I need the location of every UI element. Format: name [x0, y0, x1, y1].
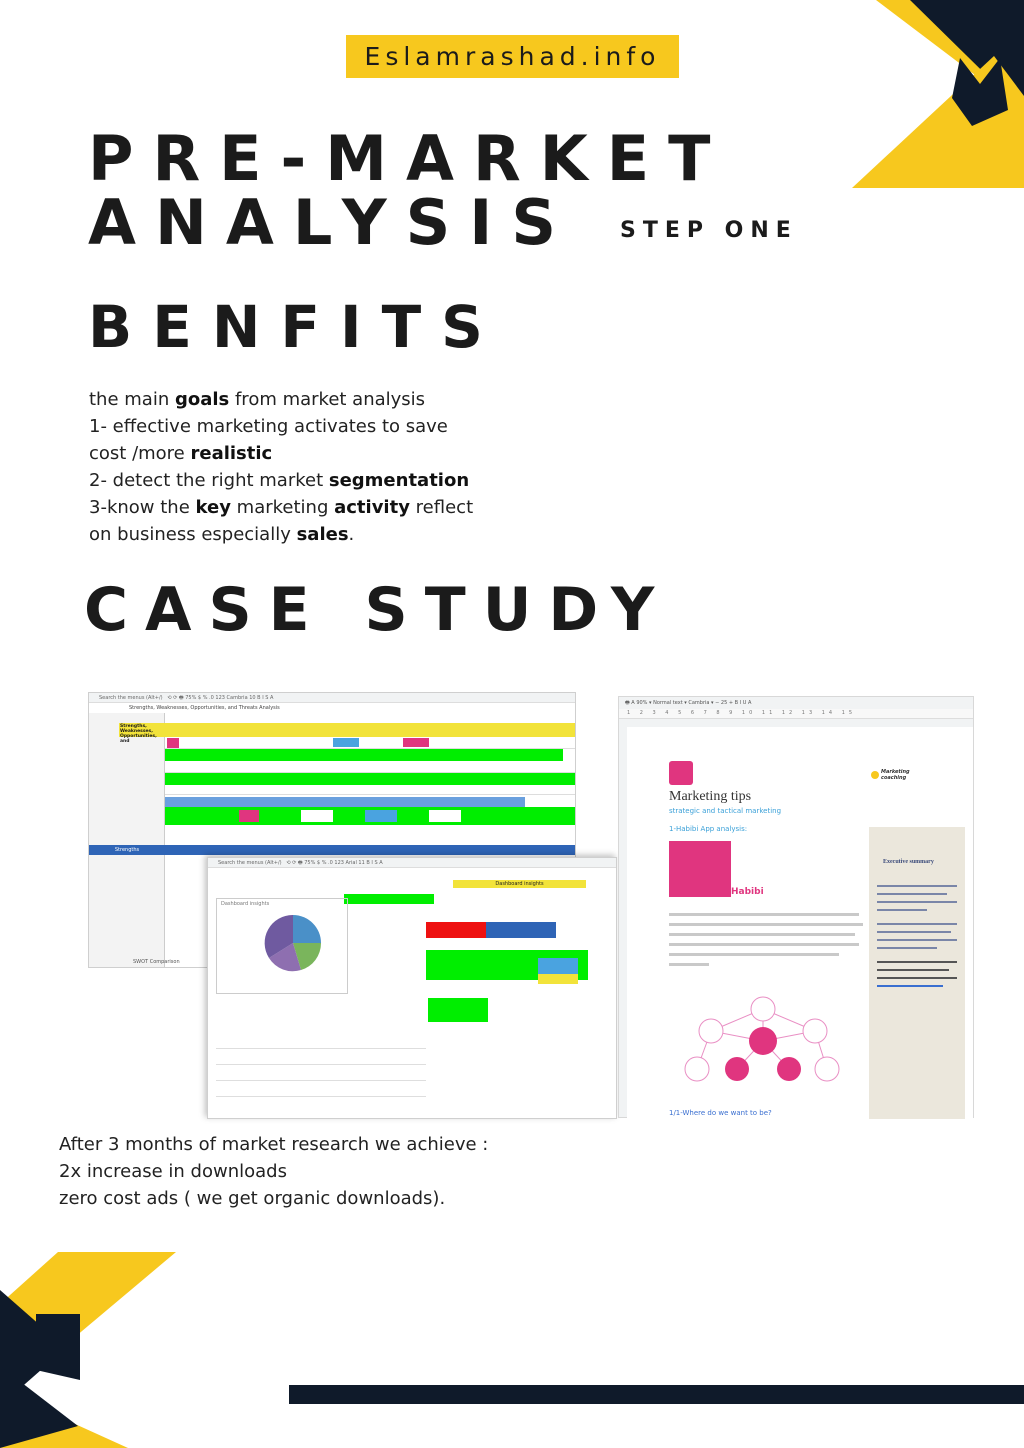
site-badge [346, 35, 679, 78]
sheet-red-cell [426, 922, 486, 938]
doc-footer-link: 1/1-Where do we want to be? [669, 1109, 772, 1117]
sheet-green-row [165, 749, 563, 761]
goal-line [89, 467, 549, 494]
result-line: zero cost ads ( we get organic downloads). [59, 1188, 446, 1209]
howaya-logo-icon [333, 738, 359, 747]
case-study-heading: CASE STUDY [84, 575, 672, 645]
doc-section: 1-Habibi App analysis: [669, 825, 748, 833]
salama-logo-icon [403, 738, 429, 747]
goals-list [89, 386, 549, 548]
results-list [59, 1131, 488, 1212]
goal-keyword: sales [296, 524, 349, 545]
marketing-document-image [618, 696, 974, 1118]
sheet-grid-row [216, 1054, 426, 1065]
muzmatch-logo-icon [301, 810, 333, 822]
habibi-brand: Habibi [731, 887, 764, 897]
goal-text: on business especially [89, 524, 297, 545]
sheet-green-block [428, 998, 488, 1022]
goal-text: 3-know the [89, 497, 196, 518]
pie-chart [263, 913, 323, 973]
coaching-logo: Marketing coaching [881, 769, 910, 781]
habibi-small-logo-icon [669, 761, 693, 785]
sheet-dark-blue-row [165, 845, 575, 855]
structure-diagram [673, 995, 853, 1087]
goal-keyword: realistic [190, 443, 273, 464]
pie-chart-panel [216, 898, 348, 994]
exec-summary-text [877, 885, 957, 987]
goal-text: 1- effective marketing activates to save [89, 416, 448, 437]
goal-text: marketing [230, 497, 335, 518]
goal-text: . [348, 524, 355, 545]
coaching-logo-icon [871, 771, 879, 779]
sheet-blue-cell [486, 922, 556, 938]
top-right-corner-decoration [848, 0, 1024, 192]
sheet-white-row [165, 761, 575, 773]
goal-keyword: activity [334, 497, 410, 518]
goal-text: reflect [409, 497, 474, 518]
benefits-heading: BENFITS [88, 293, 503, 361]
doc-body-text [669, 913, 863, 975]
sheet-green-cell [344, 894, 434, 904]
sheet-green-row [165, 807, 575, 825]
site-name: Eslamrashad.info [364, 42, 661, 71]
document-page [627, 727, 973, 1119]
result-line: 2x increase in downloads [59, 1161, 287, 1182]
spreadsheet-toolbar: Search the menus (Alt+/) ⟲ ⟳ 🖶 75% $ % .0 123 Arial 11 B I S A [208, 858, 616, 868]
doc-heading: Marketing tips [669, 789, 752, 804]
exec-summary-title: Executive summary [883, 859, 934, 865]
doc-subheading: strategic and tactical marketing [669, 807, 782, 815]
goal-text: cost /more [89, 443, 191, 464]
sheet-logo-row [165, 737, 575, 749]
sheet-grid-row [216, 1086, 426, 1097]
goal-text: the main [89, 389, 175, 410]
goal-keyword: goals [174, 389, 230, 410]
result-line: After 3 months of market research we achieve : [59, 1134, 489, 1155]
sheet-yellow-band [165, 723, 575, 737]
goal-line [89, 386, 549, 413]
executive-summary-box [869, 827, 965, 1119]
title-line-2: ANALYSIS [88, 186, 575, 259]
salama-logo-icon [429, 810, 461, 822]
sheet-blue-row [165, 797, 525, 807]
sheet-grid-row [216, 1038, 426, 1049]
sheet-blue-cell [538, 958, 578, 974]
habibi-logo-icon [239, 810, 259, 822]
pie-chart-title: Dashboard insights [221, 901, 270, 907]
howaya-logo-icon [365, 810, 397, 822]
sheet-yellow-cell [538, 974, 578, 984]
spreadsheet-toolbar: Search the menus (Alt+/) ⟲ ⟳ 🖶 75% $ % .0 123 Cambria 10 B I S A [89, 693, 575, 703]
goal-keyword: key [195, 497, 231, 518]
goal-line [89, 521, 549, 548]
goal-line [89, 413, 549, 440]
sheet-row-labels [89, 713, 165, 967]
goal-keyword: segmentation [328, 470, 470, 491]
goal-line [89, 440, 549, 467]
goal-text: 2- detect the right market [89, 470, 329, 491]
goal-line [89, 494, 549, 521]
sheet-header-cell: Strengths, Weaknesses, Opportunities, and [119, 723, 165, 737]
bottom-bar [289, 1385, 1024, 1404]
strengths-label: Strengths [89, 845, 165, 855]
document-toolbar: 🖶 A 90% ▾ Normal text ▾ Cambria ▾ − 25 + B I U A [625, 700, 752, 706]
dashboard-spreadsheet-image [207, 857, 617, 1119]
bottom-left-corner-decoration [0, 1250, 180, 1448]
sheet-tab-swot: SWOT Comparison [133, 959, 180, 965]
habibi-logo-icon [167, 738, 179, 748]
dashboard-header: Dashboard insights [453, 880, 586, 888]
step-label: STEP ONE [620, 218, 798, 243]
document-ruler: 1 2 3 4 5 6 7 8 9 10 11 12 13 14 15 [619, 709, 973, 719]
title-line-1: PRE-MARKET [88, 122, 730, 195]
sheet-white-row [165, 785, 575, 795]
sheet-formula-bar: Strengths, Weaknesses, Opportunities, and Threats Analysis [129, 705, 280, 711]
habibi-large-logo-icon [669, 841, 731, 897]
sheet-green-row [165, 773, 575, 785]
sheet-grid-row [216, 1070, 426, 1081]
goal-text: from market analysis [229, 389, 426, 410]
